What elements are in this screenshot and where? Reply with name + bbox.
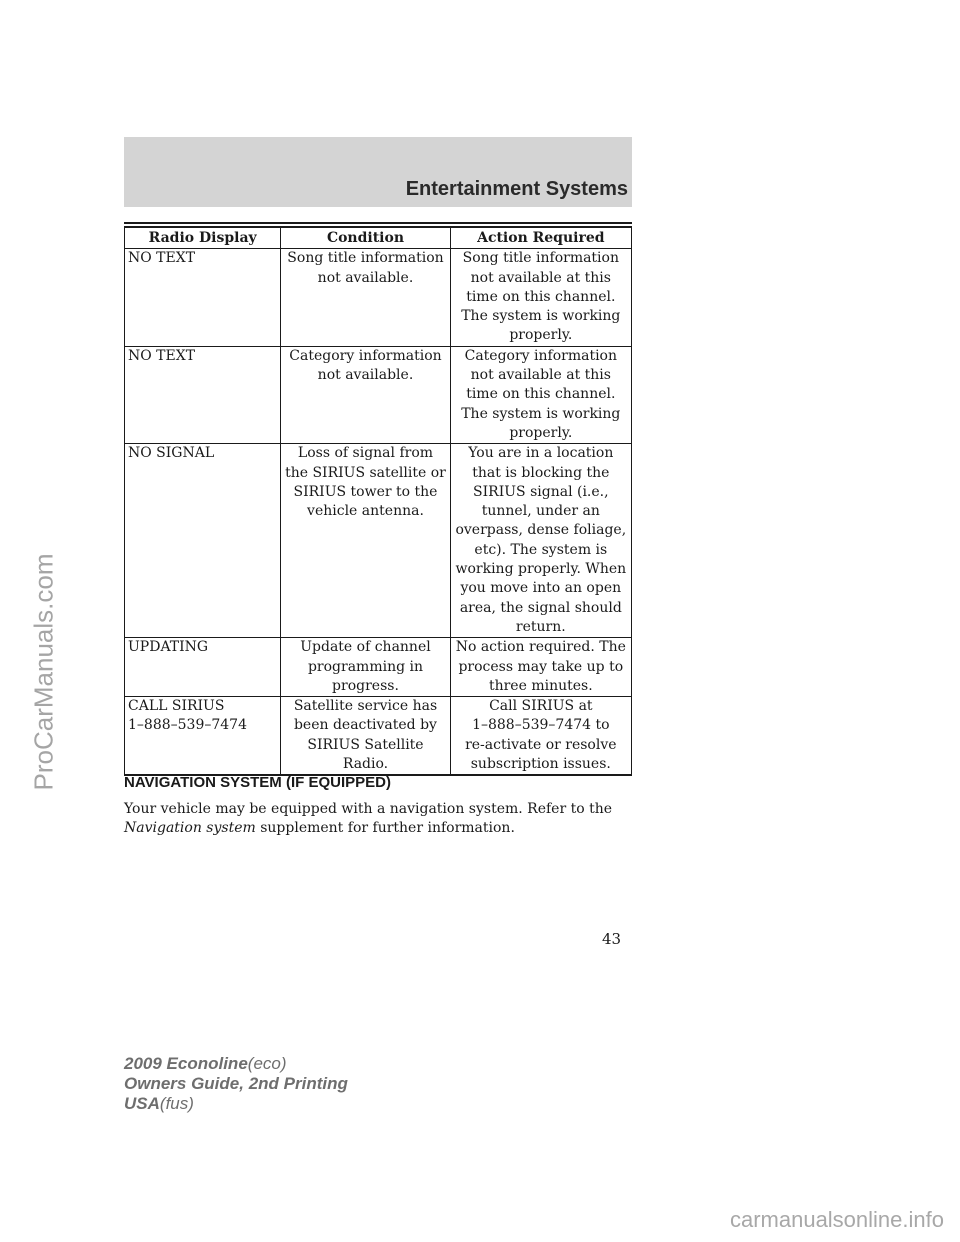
footer-edition: Owners Guide, 2nd Printing (124, 1074, 348, 1093)
cell-text-line: 1–888–539–7474 (128, 717, 247, 734)
cell-text-line: programming in (307, 658, 423, 675)
cell-text-line: return. (515, 618, 566, 635)
cell-text-line: Update of channel (300, 639, 431, 656)
navigation-text-before: Your vehicle may be equipped with a navigation system. Refer to the (124, 801, 613, 817)
table-body (125, 249, 632, 776)
action-required-cell (450, 346, 631, 443)
column-header-radio-display: Radio Display (125, 227, 281, 249)
footer-model-code: (eco) (247, 1054, 287, 1073)
cell-text-line: not available. (317, 269, 414, 286)
site-watermark: carmanualsonline.info (729, 1207, 944, 1232)
action-required-cell (450, 697, 631, 776)
cell-text-line: Category information (289, 347, 442, 364)
cell-text-line: three minutes. (488, 677, 593, 694)
table-row (125, 346, 632, 443)
cell-text-line: re-activate or resolve (465, 736, 617, 753)
footer-market: USA (124, 1094, 160, 1113)
cell-text-line: Song title information (462, 250, 619, 267)
condition-cell (281, 638, 450, 697)
table-header-row (125, 227, 632, 249)
cell-text-line: properly. (509, 327, 573, 344)
section-header-band (124, 137, 632, 207)
cell-text-line: NO TEXT (128, 347, 196, 364)
table-row (125, 444, 632, 638)
navigation-paragraph (124, 800, 634, 838)
cell-text-line: time on this channel. (466, 288, 616, 305)
table-row (125, 638, 632, 697)
cell-text-line: overpass, dense foliage, (455, 522, 627, 539)
header-rule (124, 222, 632, 224)
section-title: Entertainment Systems (405, 178, 628, 200)
document-footer (124, 1054, 348, 1114)
footer-model: 2009 Econoline (124, 1054, 248, 1073)
cell-text-line: not available. (317, 367, 414, 384)
cell-text-line: SIRIUS Satellite (307, 736, 424, 753)
navigation-heading: NAVIGATION SYSTEM (IF EQUIPPED) (124, 774, 391, 791)
cell-text-line: SIRIUS signal (i.e., (473, 483, 609, 500)
cell-text-line: area, the signal should (459, 599, 622, 616)
cell-text-line: Radio. (342, 756, 389, 773)
cell-text-line: Loss of signal from (297, 445, 434, 462)
troubleshooting-table (124, 226, 632, 776)
cell-text-line: CALL SIRIUS (128, 698, 225, 715)
cell-text-line: The system is working (461, 405, 621, 422)
cell-text-line: Call SIRIUS at (489, 698, 593, 715)
cell-text-line: not available at this (470, 367, 611, 384)
cell-text-line: NO TEXT (128, 250, 196, 267)
cell-text-line: working properly. When (455, 561, 627, 578)
cell-text-line: NO SIGNAL (128, 445, 215, 462)
cell-text-line: No action required. The (455, 639, 626, 656)
cell-text-line: that is blocking the (472, 464, 610, 481)
cell-text-line: You are in a location (468, 445, 614, 462)
navigation-text-after: supplement for further information. (260, 820, 515, 836)
cell-text-line: Category information (464, 347, 617, 364)
radio-display-cell (125, 346, 281, 443)
action-required-cell (450, 638, 631, 697)
condition-cell (281, 444, 450, 638)
cell-text-line: not available at this (470, 269, 611, 286)
condition-cell (281, 249, 450, 346)
cell-text-line: subscription issues. (470, 756, 611, 773)
cell-text-line: vehicle antenna. (307, 503, 424, 520)
cell-text-line: SIRIUS tower to the (293, 483, 438, 500)
cell-text-line: process may take up to (458, 658, 624, 675)
radio-display-cell (125, 444, 281, 638)
table-row (125, 697, 632, 776)
page-number: 43 (602, 930, 622, 948)
cell-text-line: Satellite service has (293, 698, 438, 715)
footer-market-code: (fus) (159, 1094, 194, 1113)
navigation-reference: Navigation system (124, 820, 256, 836)
condition-cell (281, 346, 450, 443)
radio-display-cell (125, 638, 281, 697)
cell-text-line: The system is working (461, 308, 621, 325)
cell-text-line: been deactivated by (293, 717, 437, 734)
cell-text-line: progress. (332, 677, 399, 694)
cell-text-line: etc). The system is (474, 541, 608, 558)
cell-text-line: Song title information (287, 250, 444, 267)
cell-text-line: time on this channel. (466, 386, 616, 403)
column-header-action-required: Action Required (450, 227, 631, 249)
cell-text-line: properly. (509, 424, 573, 441)
radio-display-cell (125, 697, 281, 776)
cell-text-line: 1–888–539–7474 to (472, 717, 610, 734)
table-row (125, 249, 632, 346)
cell-text-line: tunnel, under an (481, 503, 600, 520)
cell-text-line: you move into an open (460, 580, 622, 597)
column-header-condition: Condition (281, 227, 450, 249)
action-required-cell (450, 444, 631, 638)
radio-display-cell (125, 249, 281, 346)
condition-cell (281, 697, 450, 776)
cell-text-line: UPDATING (128, 639, 209, 656)
cell-text-line: the SIRIUS satellite or (285, 464, 446, 481)
action-required-cell (450, 249, 631, 346)
side-watermark: ProCarManuals.com (28, 553, 59, 791)
